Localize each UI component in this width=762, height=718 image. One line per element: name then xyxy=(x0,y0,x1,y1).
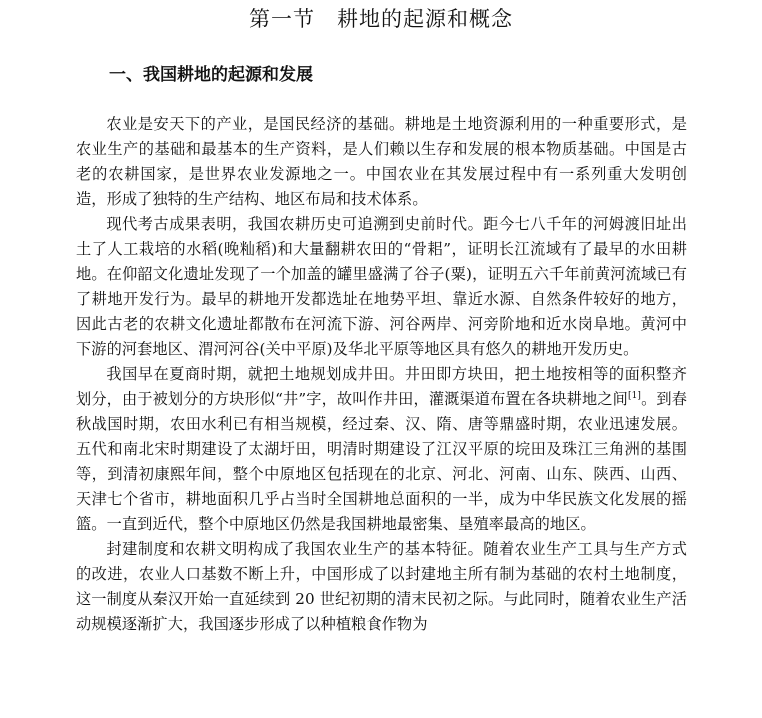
body-text xyxy=(76,112,687,637)
paragraph-1: 农业是安天下的产业，是国民经济的基础。耕地是土地资源利用的一种重要形式，是农业生产的基础和最基本的生产资料，是人们赖以生存和发展的根本物质基础。中国是古老的农耕国家，是世界农业发源地之一。中国农业在其发展过程中有一系列重大发明创造，形成了独特的生产结构、地区布局和技术体系。 xyxy=(76,115,687,208)
citation-marker: [1] xyxy=(627,390,642,401)
subsection-title: 一、我国耕地的起源和发展 xyxy=(109,65,313,85)
paragraph-3 xyxy=(76,362,687,537)
section-title: 第一节 耕地的起源和概念 xyxy=(249,7,513,31)
paragraph-3-text-before: 我国早在夏商时期，就把土地规划成井田。井田即方块田，把土地按相等的面积整齐划分，由于被划分的方块形似“井”字，故叫作井田，灌溉渠道布置在各块耕地之间 xyxy=(76,365,687,408)
paragraph-2: 现代考古成果表明，我国农耕历史可追溯到史前时代。距今七八千年的河姆渡旧址出土了人工栽培的水稻(晚籼稻)和大量翻耕农田的“骨耜”，证明长江流域有了最早的水田耕地。在仰韶文化遗址发现了一个加盖的罐里盛满了谷子(粟)，证明五六千年前黄河流域已有了耕地开发行为。最早的耕地开发都选址在地势平坦、靠近水源、自然条件较好的地方，因此古老的农耕文化遗址都散布在河流下游、河谷两岸、河旁阶地和近水岗阜地。黄河中下游的河套地区、渭河河谷(关中平原)及华北平原等地区具有悠久的耕地开发历史。 xyxy=(76,215,687,358)
paragraph-3-text-after: 。到春秋战国时期，农田水利已有相当规模，经过秦、汉、隋、唐等鼎盛时期，农业迅速发展。五代和南北宋时期建设了太湖圩田，明清时期建设了江汉平原的垸田及珠江三角洲的基围等，到清初康熙年间，整个中原地区包括现在的北京、河北、河南、山东、陕西、山西、天津七个省市，耕地面积几乎占当时全国耕地总面积的一半，成为中华民族文化发展的摇篮。一直到近代，整个中原地区仍然是我国耕地最密集、垦殖率最高的地区。 xyxy=(76,390,687,533)
paragraph-4: 封建制度和农耕文明构成了我国农业生产的基本特征。随着农业生产工具与生产方式的改进，农业人口基数不断上升，中国形成了以封建地主所有制为基础的农村土地制度，这一制度从秦汉开始一直延续到 20 世纪初期的清末民初之际。与此同时，随着农业生产活动规模逐渐扩大，我国逐步形成了以种植粮食作物为 xyxy=(76,540,687,633)
